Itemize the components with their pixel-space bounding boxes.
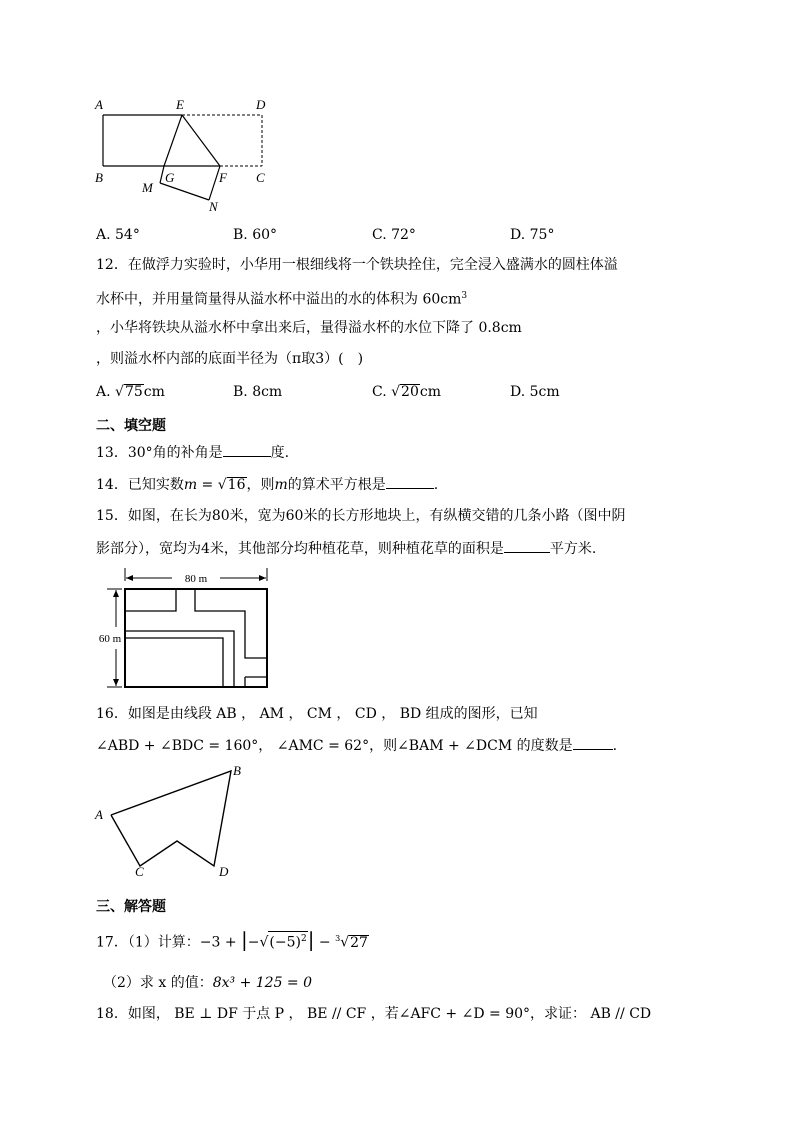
fig11-label-e: E xyxy=(176,97,184,112)
q12-option-c-prefix: C. xyxy=(372,384,392,400)
q14-after: 的算术平方根是 xyxy=(287,477,386,493)
fig11-label-c: C xyxy=(256,170,265,185)
q12-line1: 12．在做浮力实验时，小华用一根细线将一个铁块拴住，完全浸入盛满水的圆柱体溢 xyxy=(96,257,618,273)
q16-blank xyxy=(573,735,613,750)
q16-label-c: C xyxy=(135,864,144,879)
q17-part1: 17．（1）计算：$-3 + |-√(-5)^2| - ^3√27$ xyxy=(96,927,368,952)
fig11-diagram xyxy=(90,95,280,215)
fig11-label-a: A xyxy=(95,97,103,112)
fig11-label-d: D xyxy=(256,97,266,112)
q15-line1: 15．如图，在长为80米，宽为60米的长方形地块上，有纵横交错的几条小路（图中阴 xyxy=(96,508,626,524)
section-2-heading: 二、填空题 xyxy=(96,418,166,434)
q17-part2 xyxy=(103,974,312,992)
q15-blank xyxy=(504,538,550,553)
fig11-option-c: C. 72° xyxy=(372,227,416,243)
q17-part2-label: （2）求 x 的值： xyxy=(103,975,213,991)
q12-option-c-unit: cm xyxy=(419,384,441,400)
q17-part1-label: 17．（1）计算： xyxy=(96,934,200,951)
q16-label-a: A xyxy=(95,807,103,822)
fig11-label-b: B xyxy=(95,170,103,185)
fig11-option-a: A. 54° xyxy=(96,227,140,243)
q12-line3: ，小华将铁块从溢水杯中拿出来后，量得溢水杯的水位下降了 0.8cm xyxy=(96,320,522,336)
q12-option-a-prefix: A. xyxy=(96,384,116,400)
q14-mid: ，则 xyxy=(246,477,275,493)
q14-blank xyxy=(386,474,434,489)
fig11-label-m: M xyxy=(142,180,153,195)
q12-option-b: B. 8cm xyxy=(233,384,283,400)
q16-diagram xyxy=(90,760,250,880)
q12-line2 xyxy=(96,287,467,309)
fig11-label-n: N xyxy=(209,199,218,214)
q12-line4: ，则溢水杯内部的底面半径为（π取3）( ) xyxy=(96,351,364,367)
q14-radicand: 16 xyxy=(227,477,246,493)
q15-line2-before: 影部分），宽均为4米，其他部分均种植花草，则种植花草的面积是 xyxy=(96,541,504,557)
q17-inner: (−5) xyxy=(269,934,301,951)
q17-expr-a: −3 + xyxy=(199,934,242,951)
q17-expr-b: − xyxy=(314,934,336,951)
q16-label-d: D xyxy=(219,864,229,879)
q16-line2-end: . xyxy=(612,738,618,754)
q17-cube-index: 3 xyxy=(335,934,341,943)
q12-option-a-radicand: 75 xyxy=(124,384,143,400)
fig11-option-d: D. 75° xyxy=(510,227,555,243)
q14-eq: = xyxy=(197,477,218,493)
fig11-option-b: B. 60° xyxy=(233,227,278,243)
q14: 14．已知实数m = √16，则m的算术平方根是 . xyxy=(96,474,438,494)
q12-line2-sup: 3 xyxy=(461,291,468,301)
section-3-heading: 三、解答题 xyxy=(96,899,166,915)
q17-part2-expr: 8x³ + 125 = 0 xyxy=(212,975,313,991)
q16-label-b: B xyxy=(233,763,241,778)
fig11-label-f: F xyxy=(219,170,227,185)
q16-line1: 16．如图是由线段 AB ， AM ， CM ， CD ， BD 组成的图形，已知 xyxy=(96,706,538,722)
q12-option-a-unit: cm xyxy=(143,384,165,400)
q14-m: m xyxy=(183,477,198,493)
q15-fig-left-label: 60 m xyxy=(98,633,122,645)
q15-diagram xyxy=(92,565,277,693)
q17-inner-exp: 2 xyxy=(300,934,307,944)
q15-line2 xyxy=(96,538,596,558)
q14-before: 14．已知实数 xyxy=(96,477,184,493)
q12-option-d: D. 5cm xyxy=(510,384,560,400)
q14-end: . xyxy=(433,477,439,493)
q12-option-c: C. √20cm xyxy=(372,384,441,400)
q15-line2-after: 平方米. xyxy=(549,541,597,557)
q18-line: 18．如图， BE ⊥ DF 于点 P ， BE // CF ，若∠AFC + ∠D = 90°，求证： AB // CD xyxy=(96,1006,652,1022)
q12-option-c-radicand: 20 xyxy=(401,384,419,400)
q12-option-a: A. √75cm xyxy=(96,384,165,400)
q16-line2-text: ∠ABD + ∠BDC = 160°， ∠AMC = 62°，则∠BAM + ∠DCM 的度数是 xyxy=(96,738,573,754)
q13 xyxy=(96,442,289,462)
q12-line2-text: 水杯中，并用量筒量得从溢水杯中溢出的水的体积为 60cm xyxy=(96,291,462,308)
q16-line2 xyxy=(96,735,617,755)
q14-m2: m xyxy=(274,477,288,493)
q13-before: 13．30°角的补角是 xyxy=(96,445,223,461)
fig11-label-g: G xyxy=(165,170,175,185)
q13-after: 度. xyxy=(270,445,290,461)
q15-fig-top-label: 80 m xyxy=(184,573,208,585)
q13-blank xyxy=(223,442,271,457)
q17-cube-radicand: 27 xyxy=(350,934,368,951)
